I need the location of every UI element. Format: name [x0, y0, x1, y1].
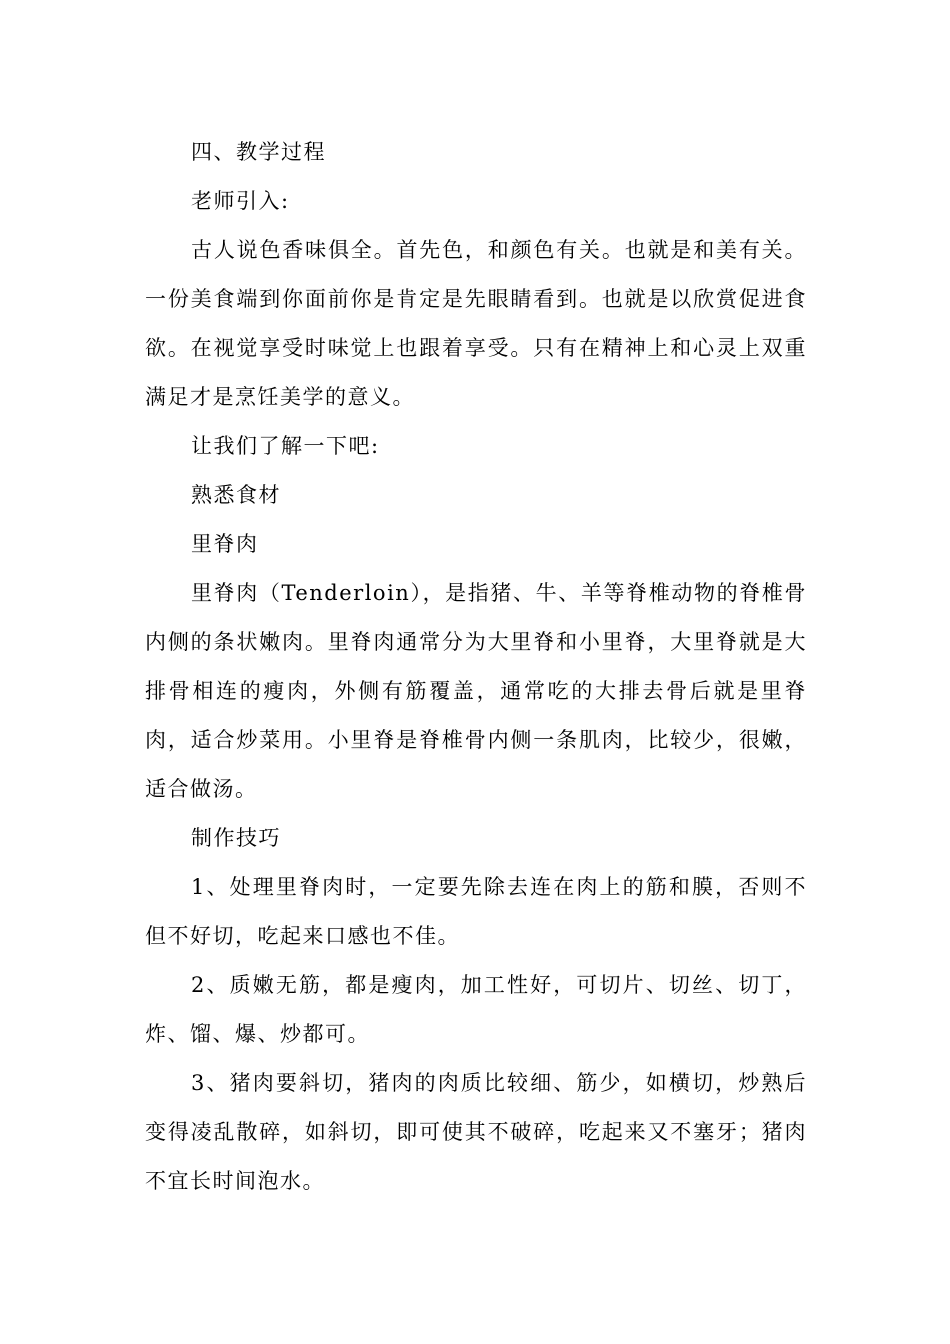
intro-paragraph: 古人说色香味俱全。首先色，和颜色有关。也就是和美有关。一份美食端到你面前你是肯定是先眼睛看到。也就是以欣赏促进食欲。在视觉享受时味觉上也跟着享受。只有在精神上和心灵上双重满足才是烹饪美学的意义。: [145, 238, 807, 409]
subheading-techniques: 制作技巧: [191, 826, 281, 850]
tip-item: 3、猪肉要斜切，猪肉的肉质比较细、筋少，如横切，炒熟后变得凌乱散碎，如斜切，即可使其不破碎，吃起来又不塞牙；猪肉不宜长时间泡水。: [145, 1071, 807, 1193]
intro-label: 老师引入:: [191, 189, 290, 213]
lead-in-text: 让我们了解一下吧:: [191, 434, 380, 458]
subheading-ingredients: 熟悉食材: [191, 483, 281, 507]
tip-item: 1、处理里脊肉时，一定要先除去连在肉上的筋和膜，否则不但不好切，吃起来口感也不佳。: [145, 875, 807, 948]
ingredient-name: 里脊肉: [191, 532, 259, 556]
section-heading: 四、教学过程: [191, 140, 326, 164]
document-body: [145, 128, 807, 1206]
tip-item: 2、质嫩无筋，都是瘦肉，加工性好，可切片、切丝、切丁，炸、馏、爆、炒都可。: [145, 973, 807, 1046]
ingredient-paragraph: 里脊肉（Tenderloin），是指猪、牛、羊等脊椎动物的脊椎骨内侧的条状嫩肉。里脊肉通常分为大里脊和小里脊，大里脊就是大排骨相连的瘦肉，外侧有筋覆盖，通常吃的大排去骨后就是里脊肉，适合炒菜用。小里脊是脊椎骨内侧一条肌肉，比较少，很嫩，适合做汤。: [145, 581, 807, 801]
